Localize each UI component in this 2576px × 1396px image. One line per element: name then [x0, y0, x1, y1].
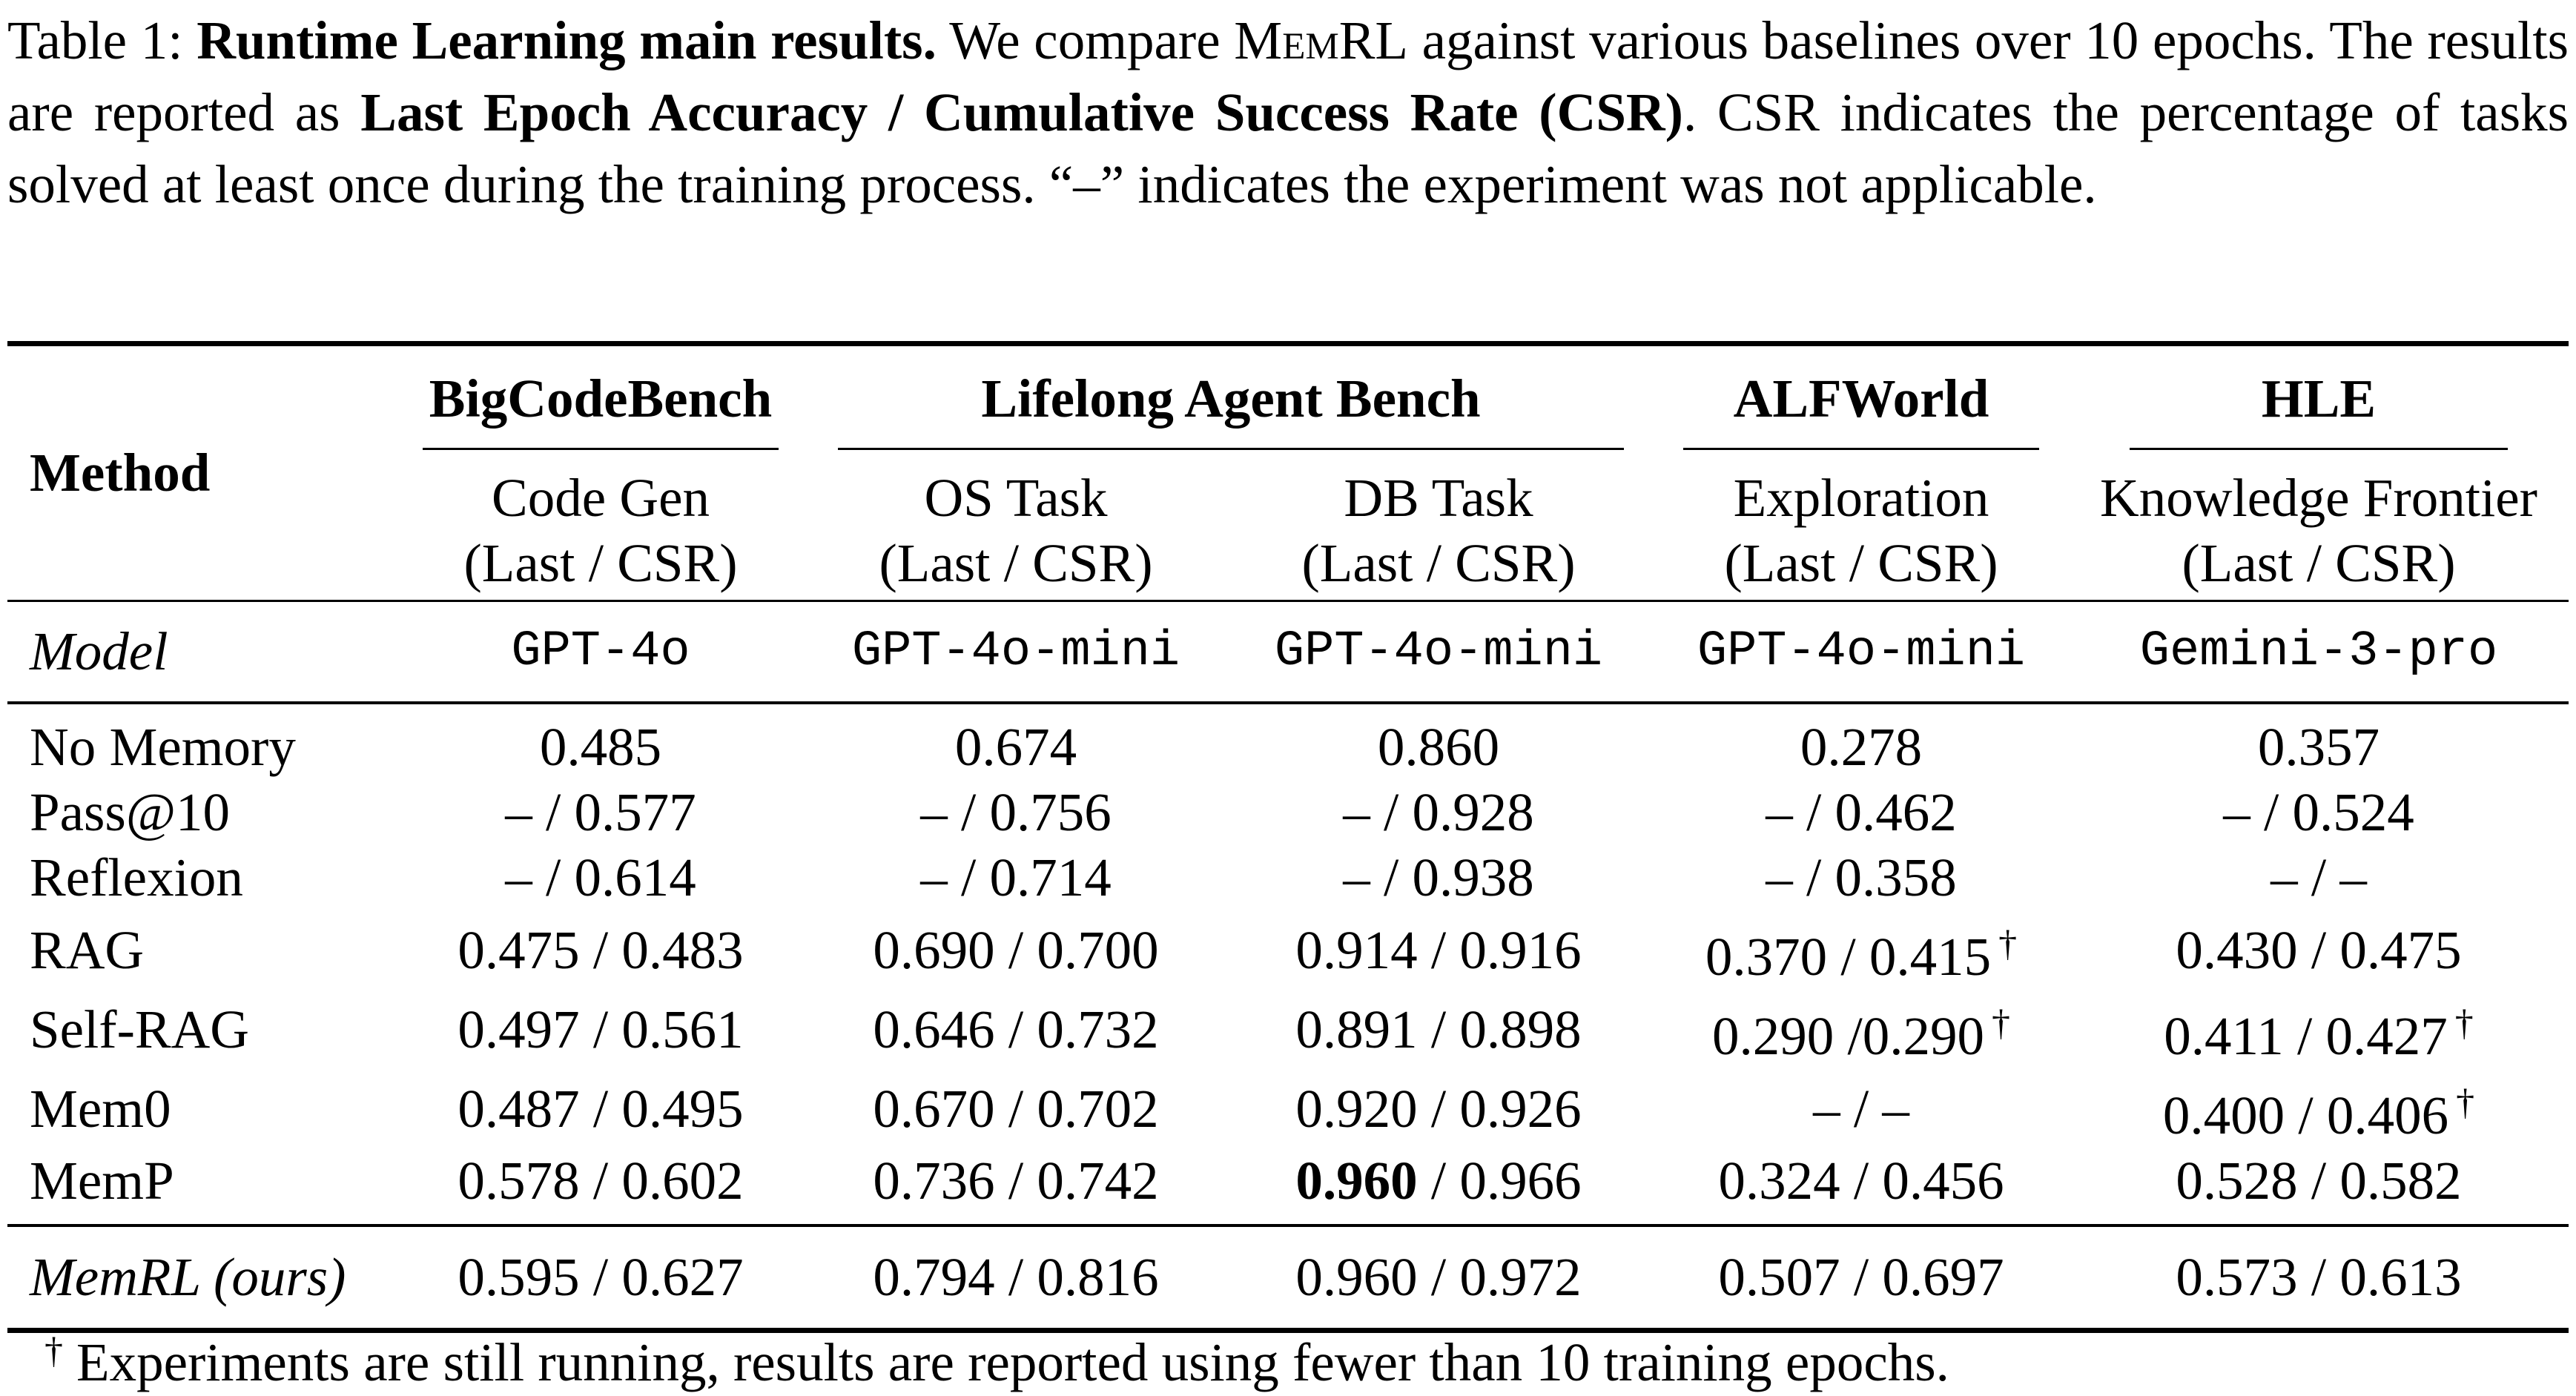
- caption-label: Table 1:: [7, 10, 183, 70]
- dagger-mark: †: [2456, 1081, 2475, 1122]
- model-cell: GPT-4o-mini: [1274, 623, 1603, 680]
- table-row: Reflexion – / 0.614 – / 0.714 – / 0.938 – / 0.358 – / –: [30, 847, 2367, 907]
- model-cell: GPT-4o-mini: [1697, 623, 2026, 680]
- table-row: RAG 0.475 / 0.483 0.690 / 0.700 0.914 / 0.916 0.370 / 0.415 † 0.430 / 0.475: [30, 919, 2462, 987]
- model-cell: GPT-4o-mini: [851, 623, 1180, 680]
- table-row: Pass@10 – / 0.577 – / 0.756 – / 0.928 – / 0.462 – / 0.524: [30, 782, 2414, 842]
- dagger-mark: †: [1992, 1002, 2011, 1043]
- benchmark-alfworld: ALFWorld: [1654, 346, 2069, 462]
- caption-metric: Last Epoch Accuracy / Cumulative Success Rate (CSR): [360, 82, 1683, 142]
- dagger-mark: †: [2454, 1002, 2474, 1043]
- footnote-text: Experiments are still running, results are reported using fewer than 10 training epochs.: [76, 1332, 1949, 1392]
- footnote-mark: †: [44, 1329, 63, 1371]
- best-value: 0.960: [1295, 1151, 1418, 1211]
- table-row: MemP 0.578 / 0.602 0.736 / 0.742 0.960 / 0.966 0.324 / 0.456 0.528 / 0.582: [30, 1151, 2462, 1211]
- method-header: Method: [30, 443, 211, 503]
- task-header: Knowledge Frontier (Last / CSR): [2100, 468, 2537, 593]
- model-cell: Gemini-3-pro: [2139, 623, 2498, 680]
- table-row: No Memory 0.485 0.674 0.860 0.278 0.357: [30, 717, 2380, 777]
- method-name: MemRL: [1234, 10, 1408, 70]
- table-caption: Table 1: Runtime Learning main results. We compare MemRL against various baselines over 10 epochs. The results are reported as Last Epoch Accuracy / Cumulative Success Rate (CSR). CSR indicates the percentage of tasks solved at least once during the training process. “–” indicates the experiment was not applicable.: [7, 10, 2569, 214]
- benchmark-hle: HLE: [2069, 346, 2569, 462]
- table-footnote: [44, 1317, 1949, 1396]
- table-row: Self-RAG 0.497 / 0.561 0.646 / 0.732 0.891 / 0.898 0.290 /0.290 † 0.411 / 0.427 †: [30, 999, 2474, 1066]
- task-header: OS Task (Last / CSR): [879, 468, 1153, 593]
- task-header: Code Gen (Last / CSR): [463, 468, 738, 593]
- model-row: [7, 602, 2569, 703]
- benchmark-header-row: [7, 346, 2569, 462]
- task-header: Exploration (Last / CSR): [1724, 468, 1998, 593]
- task-header: DB Task (Last / CSR): [1301, 468, 1576, 593]
- dagger-mark: †: [1998, 922, 2018, 964]
- model-cell: GPT-4o: [511, 623, 690, 680]
- results-table: [7, 341, 2569, 1333]
- table-row: Mem0 0.487 / 0.495 0.670 / 0.702 0.920 / 0.926 – / – 0.400 / 0.406 †: [30, 1078, 2475, 1145]
- benchmark-bigcodebench: BigCodeBench: [393, 346, 808, 462]
- benchmark-lifelong: Lifelong Agent Bench: [808, 346, 1654, 462]
- ours-row: MemRL (ours) 0.595 / 0.627 0.794 / 0.816 0.960 / 0.972 0.507 / 0.697 0.573 / 0.613: [30, 1247, 2462, 1307]
- model-label: Model: [30, 621, 168, 681]
- caption-title: Runtime Learning main results.: [196, 10, 937, 70]
